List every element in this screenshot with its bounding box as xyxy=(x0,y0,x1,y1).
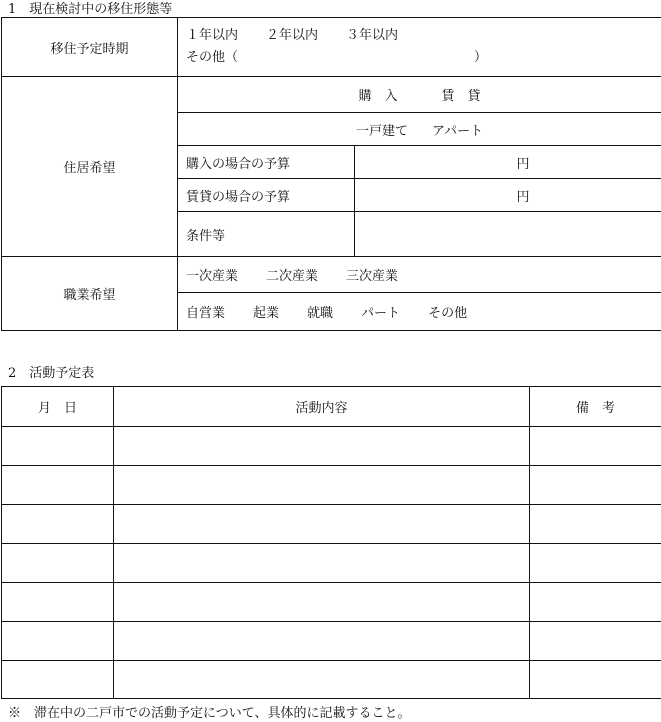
notes-cell[interactable] xyxy=(530,622,661,661)
option-detached-house[interactable]: 一戸建て xyxy=(356,123,409,139)
date-cell[interactable] xyxy=(2,427,114,466)
relocation-timing-options xyxy=(178,18,661,77)
schedule-row xyxy=(2,505,661,544)
notes-cell[interactable] xyxy=(530,583,661,622)
content-cell[interactable] xyxy=(114,622,530,661)
option-other[interactable]: その他（ xyxy=(186,50,239,65)
date-cell[interactable] xyxy=(2,661,114,699)
option-rent[interactable]: 賃 貸 xyxy=(441,89,481,104)
schedule-row xyxy=(2,427,661,466)
conditions-field[interactable] xyxy=(355,212,661,257)
work-style-options xyxy=(178,293,661,331)
date-cell[interactable] xyxy=(2,544,114,583)
notes-cell[interactable] xyxy=(530,544,661,583)
schedule-row xyxy=(2,544,661,583)
housing-style-options xyxy=(178,113,661,146)
content-cell[interactable] xyxy=(114,544,530,583)
industry-options xyxy=(178,257,661,293)
rental-budget-label: 賃貸の場合の予算 xyxy=(178,179,355,212)
purchase-budget-label: 購入の場合の予算 xyxy=(178,146,355,179)
option-primary-industry[interactable]: 一次産業 xyxy=(186,269,239,284)
col-notes-header: 備 考 xyxy=(530,387,661,427)
option-tertiary-industry[interactable]: 三次産業 xyxy=(346,269,399,284)
schedule-header-row xyxy=(2,387,661,427)
notes-cell[interactable] xyxy=(530,466,661,505)
notes-cell[interactable] xyxy=(530,427,661,466)
section1-heading: 1 現在検討中の移住形態等 xyxy=(8,2,173,17)
option-self-employed[interactable]: 自営業 xyxy=(186,306,226,321)
date-cell[interactable] xyxy=(2,466,114,505)
content-cell[interactable] xyxy=(114,427,530,466)
housing-type-row xyxy=(2,77,661,113)
schedule-row xyxy=(2,622,661,661)
notes-cell[interactable] xyxy=(530,661,661,699)
schedule-row xyxy=(2,466,661,505)
relocation-timing-label: 移住予定時期 xyxy=(2,18,178,77)
date-cell[interactable] xyxy=(2,583,114,622)
option-2-years[interactable]: ２年以内 xyxy=(266,28,319,43)
notes-cell[interactable] xyxy=(530,505,661,544)
schedule-row xyxy=(2,661,661,699)
col-content-header: 活動内容 xyxy=(114,387,530,427)
migration-form-table xyxy=(1,17,661,331)
option-employment[interactable]: 就職 xyxy=(307,306,334,321)
relocation-timing-row xyxy=(2,18,661,77)
industry-row xyxy=(2,257,661,293)
content-cell[interactable] xyxy=(114,583,530,622)
housing-preference-label: 住居希望 xyxy=(2,77,178,257)
option-start-business[interactable]: 起業 xyxy=(253,306,280,321)
section2-heading: 2 活動予定表 xyxy=(8,366,95,381)
content-cell[interactable] xyxy=(114,505,530,544)
rental-budget-field[interactable] xyxy=(355,179,661,212)
purchase-yen-unit: 円 xyxy=(516,156,530,172)
option-other-close: ） xyxy=(473,50,487,65)
rental-yen-unit: 円 xyxy=(516,189,530,205)
activity-schedule-table xyxy=(1,386,661,699)
content-cell[interactable] xyxy=(114,466,530,505)
date-cell[interactable] xyxy=(2,622,114,661)
purchase-budget-field[interactable] xyxy=(355,146,661,179)
schedule-row xyxy=(2,583,661,622)
col-date-header: 月 日 xyxy=(2,387,114,427)
date-cell[interactable] xyxy=(2,505,114,544)
option-part-time[interactable]: パート xyxy=(361,306,401,321)
job-preference-label: 職業希望 xyxy=(2,257,178,331)
option-other-job[interactable]: その他 xyxy=(428,306,468,321)
footnote: ※ 滞在中の二戸市での活動予定について、具体的に記載すること。 xyxy=(8,706,411,721)
content-cell[interactable] xyxy=(114,661,530,699)
option-purchase[interactable]: 購 入 xyxy=(358,89,398,104)
option-3-years[interactable]: ３年以内 xyxy=(346,28,399,43)
conditions-label: 条件等 xyxy=(178,212,355,257)
housing-type-options xyxy=(178,77,661,113)
option-apartment[interactable]: アパート xyxy=(432,123,483,139)
option-1-year[interactable]: １年以内 xyxy=(186,28,239,43)
option-secondary-industry[interactable]: 二次産業 xyxy=(266,269,319,284)
